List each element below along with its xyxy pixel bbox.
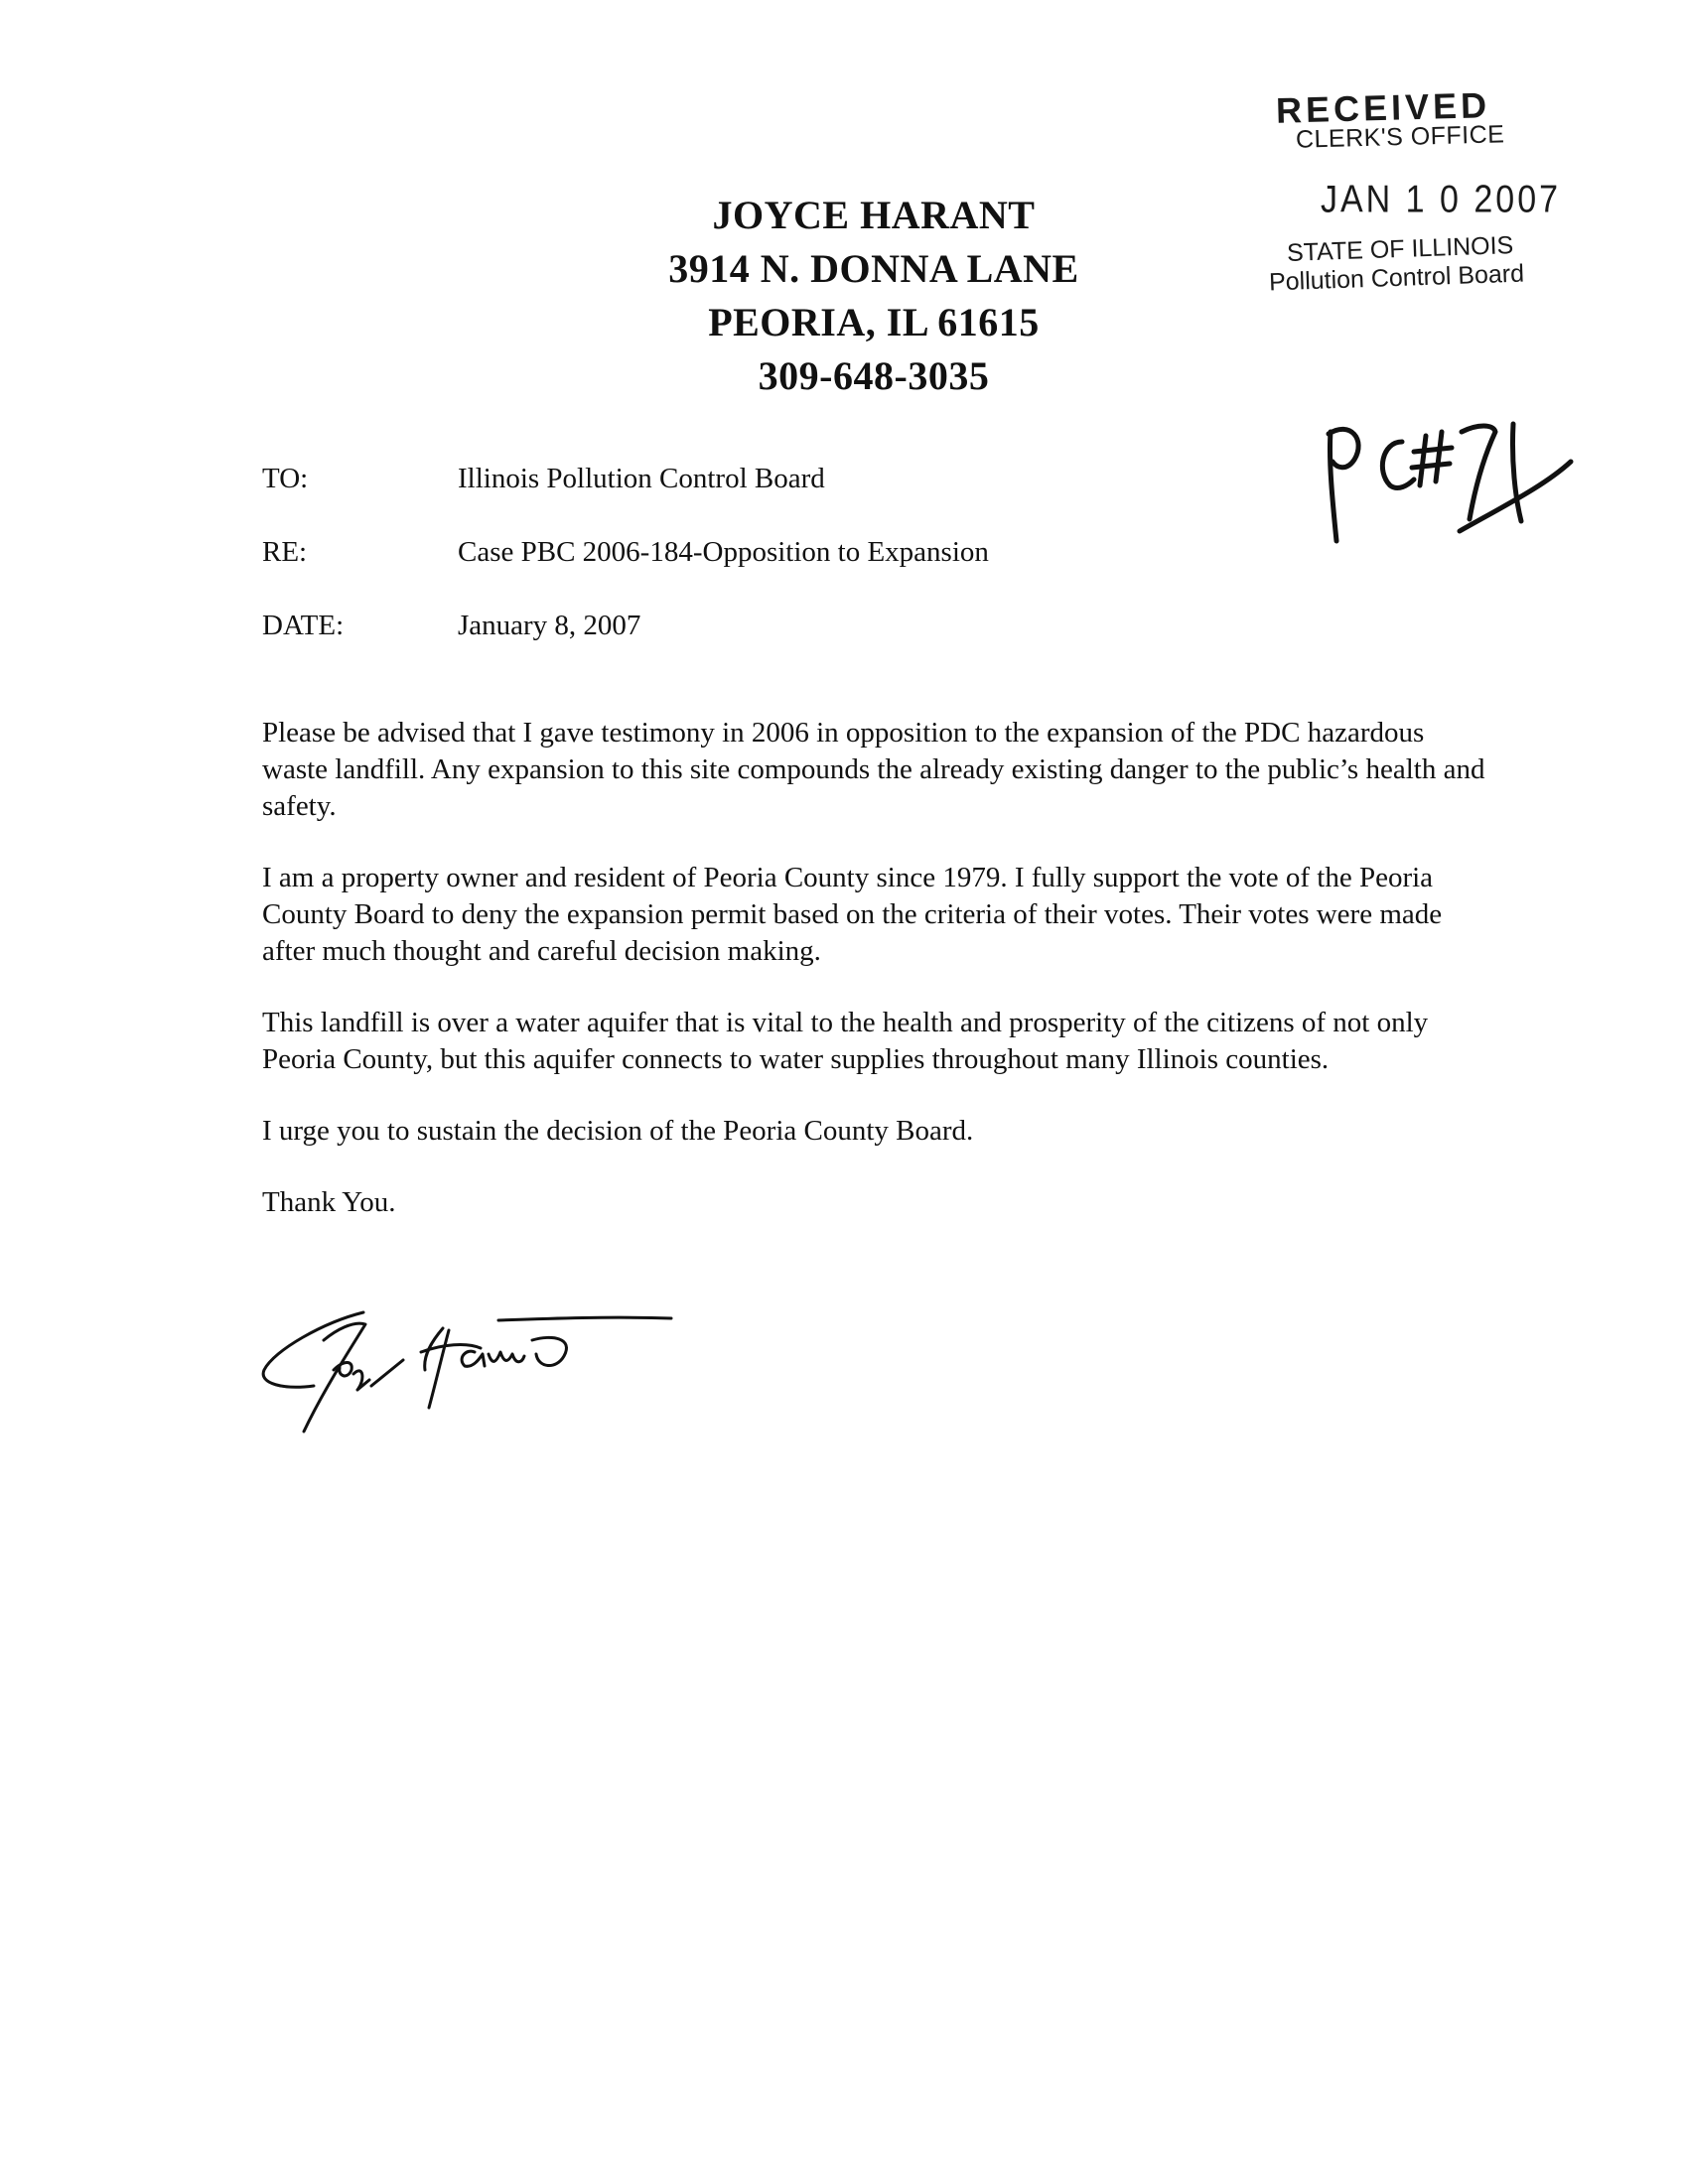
signature — [254, 1291, 681, 1439]
body-paragraph-4: I urge you to sustain the decision of the Peoria County Board. — [262, 1115, 974, 1147]
to-value: Illinois Pollution Control Board — [458, 463, 825, 494]
received-stamp-office: CLERK'S OFFICE — [1295, 120, 1505, 154]
received-stamp-date: JAN 1 0 2007 — [1321, 178, 1562, 221]
sender-phone: 309-648-3035 — [758, 353, 990, 398]
date-label: DATE: — [262, 610, 345, 641]
body-paragraph-3: This landfill is over a water aquifer that is vital to the health and prosperity of the citizens of not only Peoria County, but this aquifer connects to water supplies throughout many Illinois counties. — [262, 1007, 1429, 1075]
handwritten-pc-number — [1311, 402, 1579, 551]
letterhead — [516, 189, 1231, 403]
received-stamp-title: RECEIVED — [1275, 84, 1491, 131]
sender-street: 3914 N. DONNA LANE — [668, 246, 1079, 291]
sender-name: JOYCE HARANT — [712, 193, 1036, 237]
body-paragraph-1: Please be advised that I gave testimony in 2006 in opposition to the expansion of the PDC hazardous waste landfill. Any expansion to this site compounds the already existing danger to the public’s health and safety. — [262, 717, 1485, 822]
received-stamp-state: STATE OF ILLINOIS — [1286, 231, 1514, 267]
sender-city: PEORIA, IL 61615 — [708, 300, 1040, 344]
closing-line: Thank You. — [262, 1186, 396, 1218]
re-value: Case PBC 2006-184-Opposition to Expansion — [458, 536, 989, 568]
letter-body — [262, 715, 1493, 1256]
received-stamp-board: Pollution Control Board — [1268, 259, 1525, 297]
re-label: RE: — [262, 536, 308, 568]
to-label: TO: — [262, 463, 309, 494]
body-paragraph-2: I am a property owner and resident of Peoria County since 1979. I fully support the vote of the Peoria County Board to deny the expansion permit based on the criteria of their votes. Their votes were made after much thought and careful decision making. — [262, 862, 1443, 967]
date-value: January 8, 2007 — [458, 610, 641, 641]
